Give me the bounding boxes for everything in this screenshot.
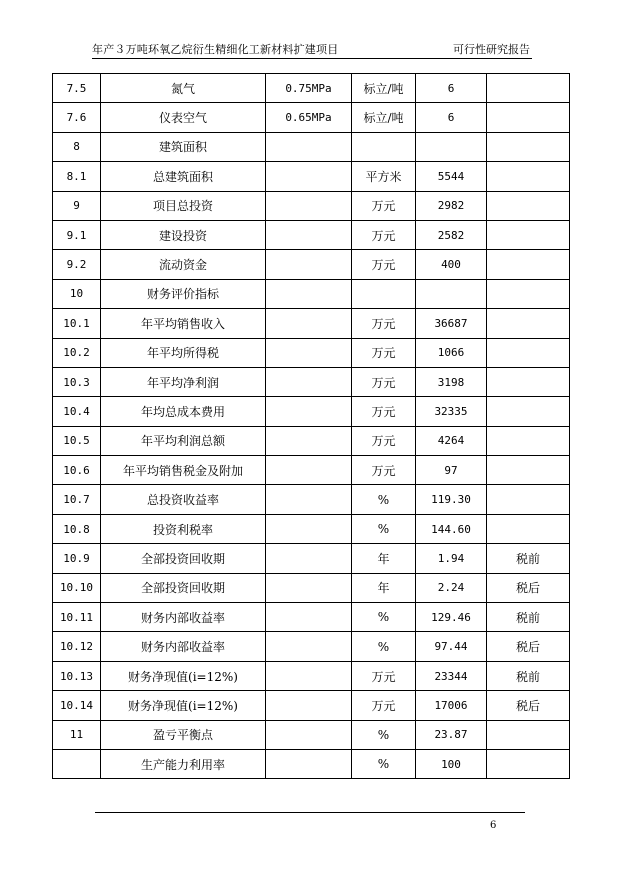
cell-value: 100 [416,749,487,778]
indicator-table-body [53,74,570,779]
cell-item-name: 财务内部收益率 [101,632,266,661]
cell-value: 17006 [416,691,487,720]
cell-item-name: 建筑面积 [101,132,266,161]
cell-item-no: 10.4 [53,397,101,426]
cell-item-no: 10 [53,279,101,308]
cell-spec [266,691,352,720]
cell-item-name: 流动资金 [101,250,266,279]
cell-item-name: 生产能力利用率 [101,749,266,778]
table-row [53,132,570,161]
header-report-type: 可行性研究报告 [453,43,530,56]
cell-unit: 标立/吨 [352,74,416,103]
cell-item-no: 7.5 [53,74,101,103]
cell-item-name: 财务净现值(i=12%) [101,691,266,720]
cell-item-name: 年平均销售收入 [101,309,266,338]
cell-unit: 万元 [352,250,416,279]
cell-spec [266,309,352,338]
cell-note [487,397,570,426]
cell-unit: 年 [352,573,416,602]
cell-note [487,514,570,543]
table-row [53,603,570,632]
table-row [53,544,570,573]
cell-spec [266,191,352,220]
cell-item-name: 全部投资回收期 [101,544,266,573]
cell-value: 32335 [416,397,487,426]
cell-note [487,132,570,161]
cell-item-name: 财务净现值(i=12%) [101,661,266,690]
page-header [92,38,532,59]
cell-spec [266,544,352,573]
cell-note [487,103,570,132]
cell-spec [266,279,352,308]
cell-value: 129.46 [416,603,487,632]
cell-spec [266,367,352,396]
cell-unit: 万元 [352,661,416,690]
cell-spec [266,749,352,778]
cell-unit: % [352,603,416,632]
cell-spec [266,514,352,543]
table-row [53,661,570,690]
cell-item-no: 10.1 [53,309,101,338]
cell-value: 36687 [416,309,487,338]
cell-value: 2982 [416,191,487,220]
cell-spec: 0.75MPa [266,74,352,103]
cell-value [416,279,487,308]
cell-unit: 万元 [352,456,416,485]
cell-note [487,367,570,396]
cell-value: 23.87 [416,720,487,749]
cell-item-no: 10.10 [53,573,101,602]
header-project-title: 年产３万吨环氧乙烷衍生精细化工新材料扩建项目 [92,43,339,56]
cell-unit: 万元 [352,220,416,249]
cell-note [487,279,570,308]
cell-item-no [53,749,101,778]
cell-value: 1066 [416,338,487,367]
cell-unit: 平方米 [352,162,416,191]
cell-item-no: 9 [53,191,101,220]
cell-unit: % [352,485,416,514]
cell-unit: % [352,720,416,749]
table-row [53,250,570,279]
cell-item-name: 财务内部收益率 [101,603,266,632]
cell-spec [266,250,352,279]
page-number: 6 [490,820,497,831]
cell-item-no: 10.3 [53,367,101,396]
cell-value: 1.94 [416,544,487,573]
cell-spec [266,338,352,367]
cell-item-name: 年平均销售税金及附加 [101,456,266,485]
table-row [53,456,570,485]
cell-value: 144.60 [416,514,487,543]
table-row [53,367,570,396]
cell-spec [266,397,352,426]
cell-note: 税前 [487,603,570,632]
cell-unit: 年 [352,544,416,573]
cell-value: 4264 [416,426,487,455]
cell-unit: 标立/吨 [352,103,416,132]
cell-unit: 万元 [352,309,416,338]
indicator-table [52,73,570,779]
table-row [53,338,570,367]
cell-spec [266,632,352,661]
cell-value: 23344 [416,661,487,690]
cell-value: 97 [416,456,487,485]
cell-note [487,720,570,749]
cell-spec: 0.65MPa [266,103,352,132]
cell-item-name: 年平均利润总额 [101,426,266,455]
table-row [53,632,570,661]
cell-item-no: 9.2 [53,250,101,279]
cell-spec [266,220,352,249]
table-row [53,191,570,220]
cell-item-name: 投资利税率 [101,514,266,543]
cell-spec [266,603,352,632]
cell-unit: % [352,749,416,778]
cell-item-no: 10.12 [53,632,101,661]
cell-item-name: 全部投资回收期 [101,573,266,602]
cell-unit: 万元 [352,397,416,426]
cell-note: 税前 [487,544,570,573]
cell-note [487,485,570,514]
cell-note [487,74,570,103]
cell-spec [266,573,352,602]
cell-note: 税后 [487,573,570,602]
cell-note: 税前 [487,661,570,690]
cell-unit: 万元 [352,426,416,455]
cell-item-no: 8 [53,132,101,161]
table-row [53,162,570,191]
cell-item-no: 8.1 [53,162,101,191]
cell-item-no: 10.13 [53,661,101,690]
cell-value: 2.24 [416,573,487,602]
cell-unit: % [352,632,416,661]
cell-value: 119.30 [416,485,487,514]
cell-item-no: 10.5 [53,426,101,455]
cell-unit [352,132,416,161]
table-row [53,74,570,103]
cell-note: 税后 [487,691,570,720]
cell-item-no: 10.6 [53,456,101,485]
cell-value [416,132,487,161]
cell-value: 2582 [416,220,487,249]
table-row [53,485,570,514]
table-row [53,514,570,543]
cell-unit: % [352,514,416,543]
cell-item-name: 总投资收益率 [101,485,266,514]
cell-note [487,220,570,249]
cell-spec [266,661,352,690]
footer-rule [95,812,525,813]
cell-item-no: 10.8 [53,514,101,543]
cell-item-no: 9.1 [53,220,101,249]
table-row [53,691,570,720]
cell-value: 6 [416,103,487,132]
table-row [53,397,570,426]
cell-note [487,162,570,191]
cell-value: 400 [416,250,487,279]
cell-item-no: 10.7 [53,485,101,514]
cell-item-name: 项目总投资 [101,191,266,220]
cell-note [487,749,570,778]
cell-note [487,309,570,338]
cell-item-no: 10.14 [53,691,101,720]
cell-item-name: 建设投资 [101,220,266,249]
cell-note [487,250,570,279]
cell-note: 税后 [487,632,570,661]
cell-note [487,191,570,220]
cell-spec [266,485,352,514]
cell-unit: 万元 [352,691,416,720]
cell-value: 5544 [416,162,487,191]
cell-note [487,456,570,485]
cell-spec [266,720,352,749]
cell-spec [266,456,352,485]
cell-item-no: 11 [53,720,101,749]
table-row [53,573,570,602]
cell-item-no: 10.2 [53,338,101,367]
cell-value: 6 [416,74,487,103]
cell-item-no: 10.11 [53,603,101,632]
table-row [53,749,570,778]
table-row [53,309,570,338]
cell-item-name: 仪表空气 [101,103,266,132]
cell-item-no: 10.9 [53,544,101,573]
cell-unit [352,279,416,308]
cell-value: 3198 [416,367,487,396]
cell-item-name: 氮气 [101,74,266,103]
cell-spec [266,426,352,455]
cell-item-name: 年平均所得税 [101,338,266,367]
cell-unit: 万元 [352,338,416,367]
table-row [53,220,570,249]
table-row [53,103,570,132]
cell-item-name: 年均总成本费用 [101,397,266,426]
cell-item-name: 总建筑面积 [101,162,266,191]
cell-unit: 万元 [352,367,416,396]
cell-spec [266,162,352,191]
cell-item-no: 7.6 [53,103,101,132]
cell-unit: 万元 [352,191,416,220]
cell-item-name: 年平均净利润 [101,367,266,396]
cell-item-name: 盈亏平衡点 [101,720,266,749]
cell-spec [266,132,352,161]
table-row [53,426,570,455]
cell-note [487,426,570,455]
cell-note [487,338,570,367]
cell-item-name: 财务评价指标 [101,279,266,308]
table-row [53,279,570,308]
table-row [53,720,570,749]
cell-value: 97.44 [416,632,487,661]
